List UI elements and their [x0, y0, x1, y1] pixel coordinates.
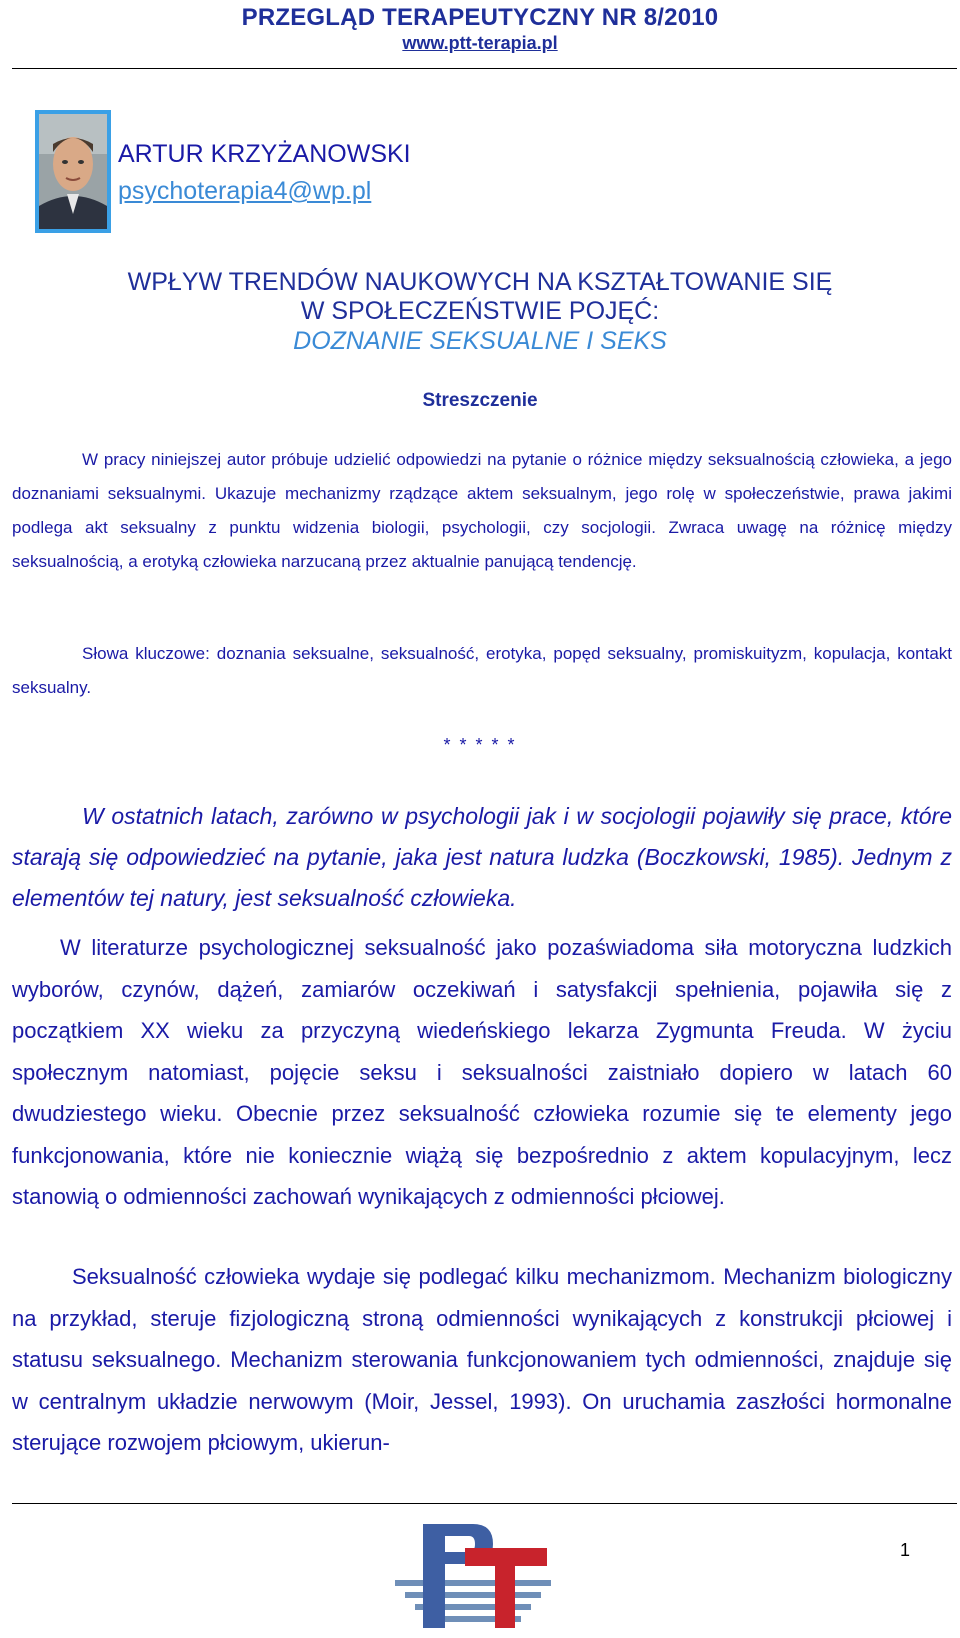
article-subtitle: DOZNANIE SEKSUALNE I SEKS: [293, 327, 667, 355]
portrait-image: [39, 114, 107, 229]
ptt-logo: [393, 1518, 553, 1633]
intro-text: W ostatnich latach, zarówno w psychologii jak i w socjologii pojawiły się prace, które starają się odpowiedzieć na pytanie, jaka jest natura ludzka (Boczkowski, 1985). Jednym z elementów tej natury, jest seksualność człowieka.: [12, 803, 952, 911]
author-photo: [35, 110, 111, 233]
intro-paragraph: [12, 796, 952, 919]
page-number: 1: [900, 1540, 911, 1560]
author-email-link[interactable]: psychoterapia4@wp.pl: [118, 177, 372, 205]
abstract-heading: Streszczenie: [422, 390, 538, 411]
journal-title: PRZEGLĄD TERAPEUTYCZNY NR 8/2010: [241, 4, 719, 31]
keywords: [12, 637, 952, 705]
header-divider: [12, 68, 957, 69]
footer-divider: [12, 1503, 957, 1504]
body-paragraph-1: [12, 927, 952, 1218]
abstract-text: [12, 443, 952, 579]
section-separator: * * * * *: [443, 735, 517, 755]
article-title-line-1: WPŁYW TRENDÓW NAUKOWYCH NA KSZTAŁTOWANIE SIĘ: [127, 268, 833, 296]
body-paragraph-2: [12, 1256, 952, 1464]
journal-url-link[interactable]: www.ptt-terapia.pl: [402, 33, 558, 53]
abstract-body: W pracy niniejszej autor próbuje udzielić odpowiedzi na pytanie o różnice między seksualnością człowieka, a jego doznaniami seksualnymi. Ukazuje mechanizmy rządzące aktem seksualnym, jego rolę w społeczeństwie, prawa jakimi podlega akt seksualny z punktu widzenia biologii, psychologii, czy socjologii. Zwraca uwagę na różnicę między seksualnością, a erotyką człowieka narzucaną przez aktualnie panującą tendencję.: [12, 450, 952, 571]
author-name: ARTUR KRZYŻANOWSKI: [118, 140, 411, 168]
keywords-text: Słowa kluczowe: doznania seksualne, seksualność, erotyka, popęd seksualny, promiskuityzm, kopulacja, kontakt seksualny.: [12, 644, 952, 697]
paragraph-2-text: Seksualność człowieka wydaje się podlegać kilku mechanizmom. Mechanizm biologiczny na przykład, steruje fizjologiczną stroną odmienności wynikających z konstrukcji płciowej i statusu seksualnego. Mechanizm sterowania funkcjonowaniem tych odmienności, znajduje się w centralnym układzie nerwowym (Moir, Jessel, 1993). On uruchamia zaszłości hormonalne sterujące rozwojem płciowym, ukierun-: [12, 1264, 952, 1455]
paragraph-1-text: W literaturze psychologicznej seksualność jako pozaświadoma siła motoryczna ludzkich wyborów, czynów, dążeń, zamiarów oczekiwań i satysfakcji spełnienia, pojawiła się z początkiem XX wieku za przyczyną wiedeńskiego lekarza Zygmunta Freuda. W życiu społecznym natomiast, pojęcie seksu i seksualności zaistniało dopiero w latach 60 dwudziestego wieku. Obecnie przez seksualność człowieka rozumie się te elementy jego funkcjonowania, które nie koniecznie wiążą się bezpośrednio z aktem kopulacyjnym, lecz stanowią o odmienności zachowań wynikających z odmienności płciowej.: [12, 935, 952, 1209]
article-title-line-2: W SPOŁECZEŃSTWIE POJĘĆ:: [300, 297, 660, 325]
